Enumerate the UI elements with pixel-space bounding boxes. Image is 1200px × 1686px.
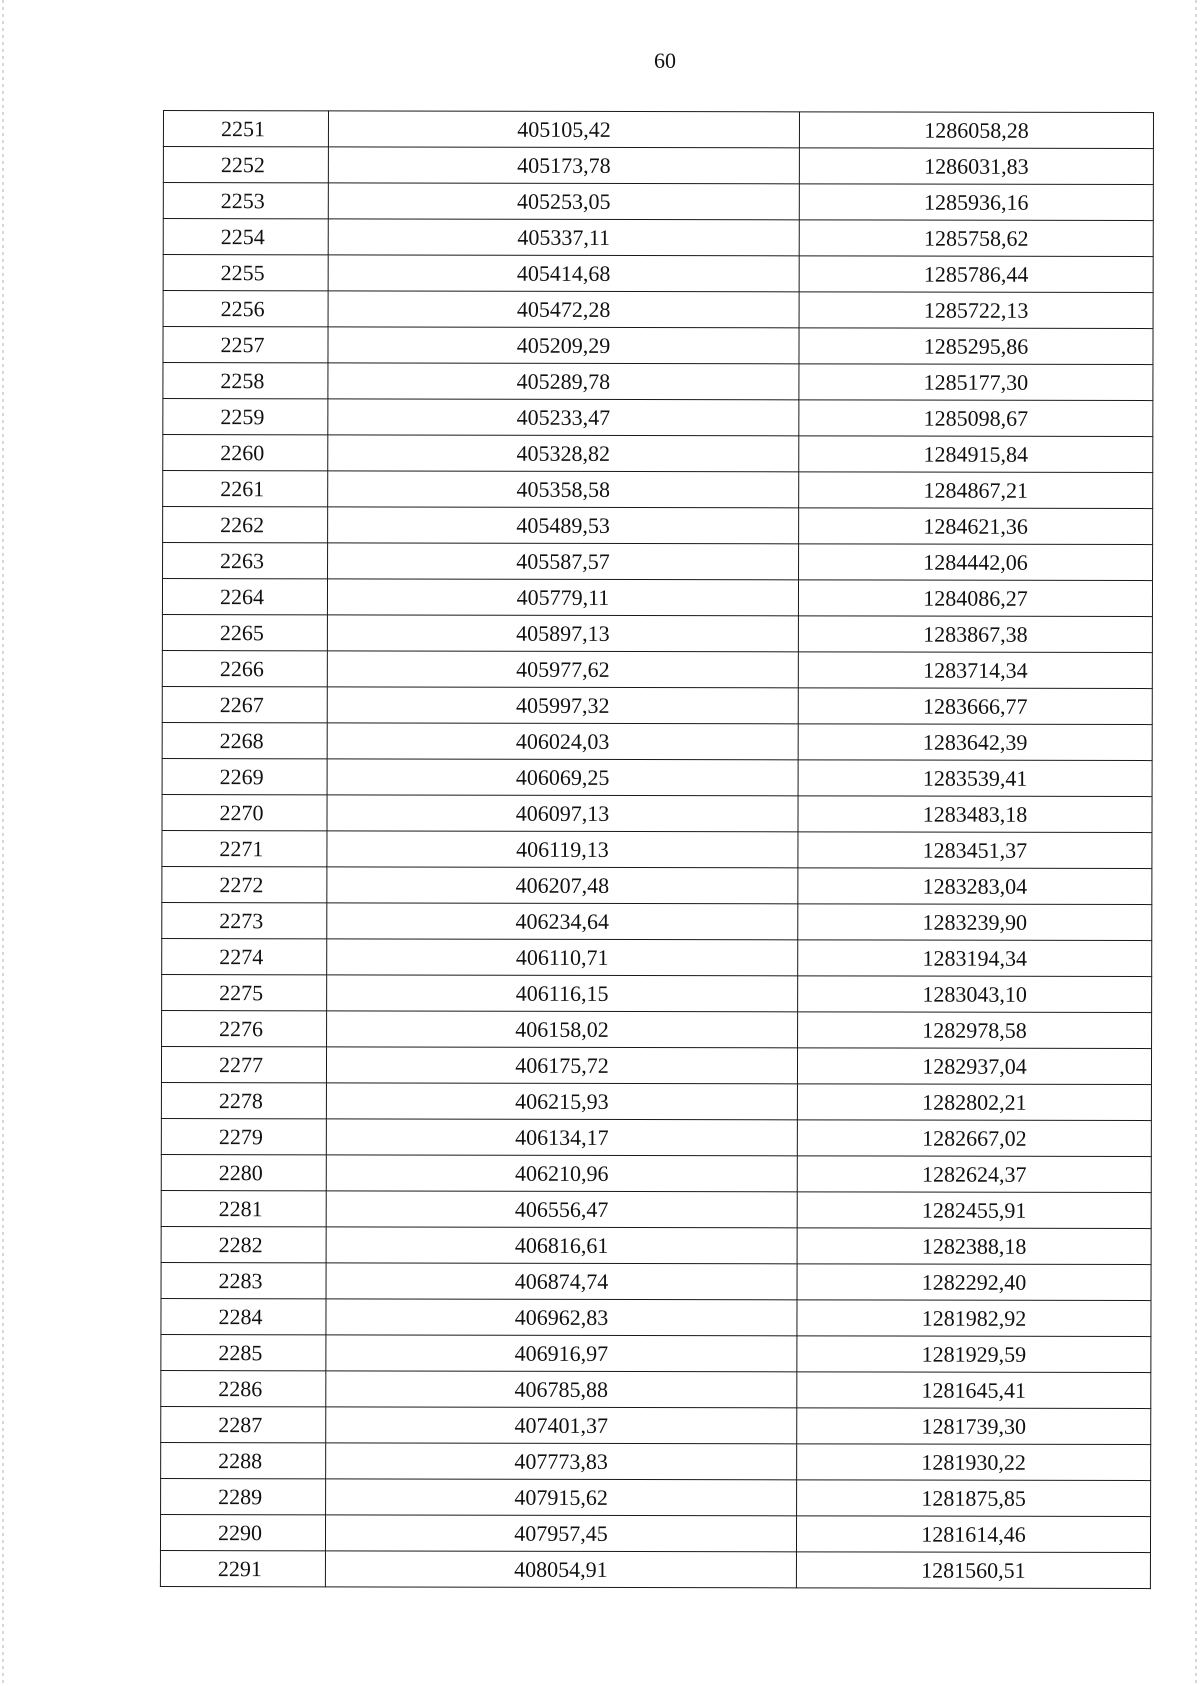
x-coordinate-cell: 406024,03 (327, 723, 798, 760)
table-row (163, 435, 1153, 473)
table-row (162, 579, 1152, 617)
x-coordinate-cell: 405253,05 (328, 183, 799, 220)
y-coordinate-cell: 1281560,51 (796, 1552, 1150, 1589)
x-coordinate-cell: 405977,62 (327, 651, 798, 688)
x-coordinate-cell: 406116,15 (327, 975, 798, 1012)
x-coordinate-cell: 405587,57 (328, 543, 799, 580)
point-number-cell: 2284 (161, 1298, 326, 1334)
x-coordinate-cell: 406175,72 (326, 1047, 797, 1084)
point-number-cell: 2251 (163, 111, 328, 147)
table-row (161, 1442, 1151, 1480)
x-coordinate-cell: 405328,82 (328, 435, 799, 472)
x-coordinate-cell: 408054,91 (325, 1551, 796, 1588)
y-coordinate-cell: 1283043,10 (798, 976, 1152, 1013)
table-row (161, 1262, 1151, 1300)
y-coordinate-cell: 1284442,06 (799, 544, 1153, 581)
x-coordinate-cell: 406097,13 (327, 795, 798, 832)
y-coordinate-cell: 1284915,84 (799, 436, 1153, 473)
table-row (161, 1370, 1151, 1408)
x-coordinate-cell: 405233,47 (328, 399, 799, 436)
point-number-cell: 2288 (161, 1442, 326, 1478)
y-coordinate-cell: 1281875,85 (797, 1480, 1151, 1517)
y-coordinate-cell: 1283239,90 (798, 904, 1152, 941)
table-row (163, 111, 1153, 149)
x-coordinate-cell: 405358,58 (328, 471, 799, 508)
point-number-cell: 2274 (162, 938, 327, 974)
y-coordinate-cell: 1286058,28 (799, 112, 1153, 149)
table-row (161, 1082, 1151, 1120)
x-coordinate-cell: 406110,71 (327, 939, 798, 976)
table-row (162, 686, 1152, 724)
coordinates-table (160, 110, 1154, 1589)
x-coordinate-cell: 406069,25 (327, 759, 798, 796)
point-number-cell: 2283 (161, 1262, 326, 1298)
table-row (161, 1478, 1151, 1516)
scan-edge-left (2, 0, 4, 1686)
x-coordinate-cell: 405337,11 (328, 219, 799, 256)
point-number-cell: 2286 (161, 1370, 326, 1406)
table-row (162, 866, 1152, 904)
table-row (162, 614, 1152, 652)
x-coordinate-cell: 405779,11 (327, 579, 798, 616)
y-coordinate-cell: 1281982,92 (797, 1300, 1151, 1337)
table-row (162, 830, 1152, 868)
x-coordinate-cell: 405105,42 (328, 111, 799, 148)
y-coordinate-cell: 1282937,04 (797, 1048, 1151, 1085)
y-coordinate-cell: 1282624,37 (797, 1156, 1151, 1193)
table-row (162, 902, 1152, 940)
x-coordinate-cell: 406785,88 (326, 1371, 797, 1408)
table-row (162, 650, 1152, 688)
y-coordinate-cell: 1282802,21 (797, 1084, 1151, 1121)
x-coordinate-cell: 405472,28 (328, 291, 799, 328)
point-number-cell: 2260 (163, 435, 328, 471)
x-coordinate-cell: 406816,61 (326, 1227, 797, 1264)
page-number: 60 (654, 48, 676, 73)
y-coordinate-cell: 1283194,34 (798, 940, 1152, 977)
table-row (163, 291, 1153, 329)
y-coordinate-cell: 1285786,44 (799, 256, 1153, 293)
y-coordinate-cell: 1282388,18 (797, 1228, 1151, 1265)
point-number-cell: 2263 (163, 543, 328, 579)
x-coordinate-cell: 407401,37 (326, 1407, 797, 1444)
x-coordinate-cell: 407957,45 (325, 1515, 796, 1552)
point-number-cell: 2253 (163, 183, 328, 219)
point-number-cell: 2282 (161, 1226, 326, 1262)
point-number-cell: 2277 (161, 1046, 326, 1082)
y-coordinate-cell: 1282978,58 (798, 1012, 1152, 1049)
y-coordinate-cell: 1283283,04 (798, 868, 1152, 905)
y-coordinate-cell: 1284621,36 (799, 508, 1153, 545)
table-row (162, 938, 1152, 976)
point-number-cell: 2287 (161, 1406, 326, 1442)
point-number-cell: 2267 (162, 686, 327, 722)
point-number-cell: 2268 (162, 722, 327, 758)
y-coordinate-cell: 1286031,83 (799, 148, 1153, 185)
point-number-cell: 2261 (163, 471, 328, 507)
y-coordinate-cell: 1284086,27 (798, 580, 1152, 617)
table-row (163, 507, 1153, 545)
x-coordinate-cell: 406158,02 (327, 1011, 798, 1048)
x-coordinate-cell: 406207,48 (327, 867, 798, 904)
table-row (163, 183, 1153, 221)
x-coordinate-cell: 406874,74 (326, 1263, 797, 1300)
table-row (161, 1118, 1151, 1156)
scan-edge-right (1195, 0, 1197, 1686)
y-coordinate-cell: 1283867,38 (798, 616, 1152, 653)
x-coordinate-cell: 406119,13 (327, 831, 798, 868)
table-row (160, 1550, 1150, 1588)
point-number-cell: 2275 (162, 974, 327, 1010)
x-coordinate-cell: 406210,96 (326, 1155, 797, 1192)
point-number-cell: 2281 (161, 1190, 326, 1226)
y-coordinate-cell: 1282292,40 (797, 1264, 1151, 1301)
table-row (161, 1226, 1151, 1264)
point-number-cell: 2289 (161, 1478, 326, 1514)
table-row (161, 1334, 1151, 1372)
point-number-cell: 2278 (161, 1082, 326, 1118)
y-coordinate-cell: 1284867,21 (799, 472, 1153, 509)
point-number-cell: 2254 (163, 219, 328, 255)
table-row (163, 471, 1153, 509)
point-number-cell: 2262 (163, 507, 328, 543)
table-row (163, 399, 1153, 437)
x-coordinate-cell: 405209,29 (328, 327, 799, 364)
point-number-cell: 2272 (162, 866, 327, 902)
table-row (163, 255, 1153, 293)
point-number-cell: 2270 (162, 794, 327, 830)
x-coordinate-cell: 406134,17 (326, 1119, 797, 1156)
x-coordinate-cell: 406962,83 (326, 1299, 797, 1336)
y-coordinate-cell: 1282667,02 (797, 1120, 1151, 1157)
table-row (163, 543, 1153, 581)
point-number-cell: 2264 (162, 579, 327, 615)
point-number-cell: 2279 (161, 1118, 326, 1154)
x-coordinate-cell: 406556,47 (326, 1191, 797, 1228)
x-coordinate-cell: 405897,13 (327, 615, 798, 652)
point-number-cell: 2280 (161, 1154, 326, 1190)
table-row (161, 1406, 1151, 1444)
table-row (162, 722, 1152, 760)
y-coordinate-cell: 1281930,22 (797, 1444, 1151, 1481)
point-number-cell: 2266 (162, 650, 327, 686)
point-number-cell: 2255 (163, 255, 328, 291)
point-number-cell: 2259 (163, 399, 328, 435)
x-coordinate-cell: 405173,78 (328, 147, 799, 184)
point-number-cell: 2257 (163, 327, 328, 363)
point-number-cell: 2265 (162, 614, 327, 650)
y-coordinate-cell: 1283539,41 (798, 760, 1152, 797)
y-coordinate-cell: 1285177,30 (799, 364, 1153, 401)
table-row (162, 1010, 1152, 1048)
x-coordinate-cell: 407773,83 (326, 1443, 797, 1480)
x-coordinate-cell: 405997,32 (327, 687, 798, 724)
table-row (163, 363, 1153, 401)
y-coordinate-cell: 1281929,59 (797, 1336, 1151, 1373)
y-coordinate-cell: 1281645,41 (797, 1372, 1151, 1409)
table-row (163, 219, 1153, 257)
point-number-cell: 2273 (162, 902, 327, 938)
x-coordinate-cell: 406215,93 (326, 1083, 797, 1120)
y-coordinate-cell: 1285758,62 (799, 220, 1153, 257)
y-coordinate-cell: 1285936,16 (799, 184, 1153, 221)
coordinates-table-body (160, 111, 1153, 1589)
point-number-cell: 2290 (160, 1514, 325, 1550)
x-coordinate-cell: 405289,78 (328, 363, 799, 400)
y-coordinate-cell: 1285295,86 (799, 328, 1153, 365)
table-row (161, 1154, 1151, 1192)
y-coordinate-cell: 1281614,46 (796, 1516, 1150, 1553)
table-row (162, 974, 1152, 1012)
point-number-cell: 2291 (160, 1550, 325, 1586)
x-coordinate-cell: 405414,68 (328, 255, 799, 292)
y-coordinate-cell: 1283483,18 (798, 796, 1152, 833)
x-coordinate-cell: 406916,97 (326, 1335, 797, 1372)
y-coordinate-cell: 1282455,91 (797, 1192, 1151, 1229)
point-number-cell: 2252 (163, 147, 328, 183)
point-number-cell: 2285 (161, 1334, 326, 1370)
x-coordinate-cell: 407915,62 (326, 1479, 797, 1516)
y-coordinate-cell: 1283714,34 (798, 652, 1152, 689)
table-row (161, 1298, 1151, 1336)
x-coordinate-cell: 406234,64 (327, 903, 798, 940)
x-coordinate-cell: 405489,53 (328, 507, 799, 544)
y-coordinate-cell: 1285722,13 (799, 292, 1153, 329)
y-coordinate-cell: 1283642,39 (798, 724, 1152, 761)
table-row (163, 147, 1153, 185)
point-number-cell: 2258 (163, 363, 328, 399)
point-number-cell: 2269 (162, 758, 327, 794)
point-number-cell: 2256 (163, 291, 328, 327)
y-coordinate-cell: 1285098,67 (799, 400, 1153, 437)
table-row (162, 758, 1152, 796)
table-row (161, 1046, 1151, 1084)
y-coordinate-cell: 1283666,77 (798, 688, 1152, 725)
y-coordinate-cell: 1283451,37 (798, 832, 1152, 869)
table-row (161, 1190, 1151, 1228)
table-row (163, 327, 1153, 365)
point-number-cell: 2271 (162, 830, 327, 866)
point-number-cell: 2276 (162, 1010, 327, 1046)
table-row (162, 794, 1152, 832)
y-coordinate-cell: 1281739,30 (797, 1408, 1151, 1445)
table-row (160, 1514, 1150, 1552)
